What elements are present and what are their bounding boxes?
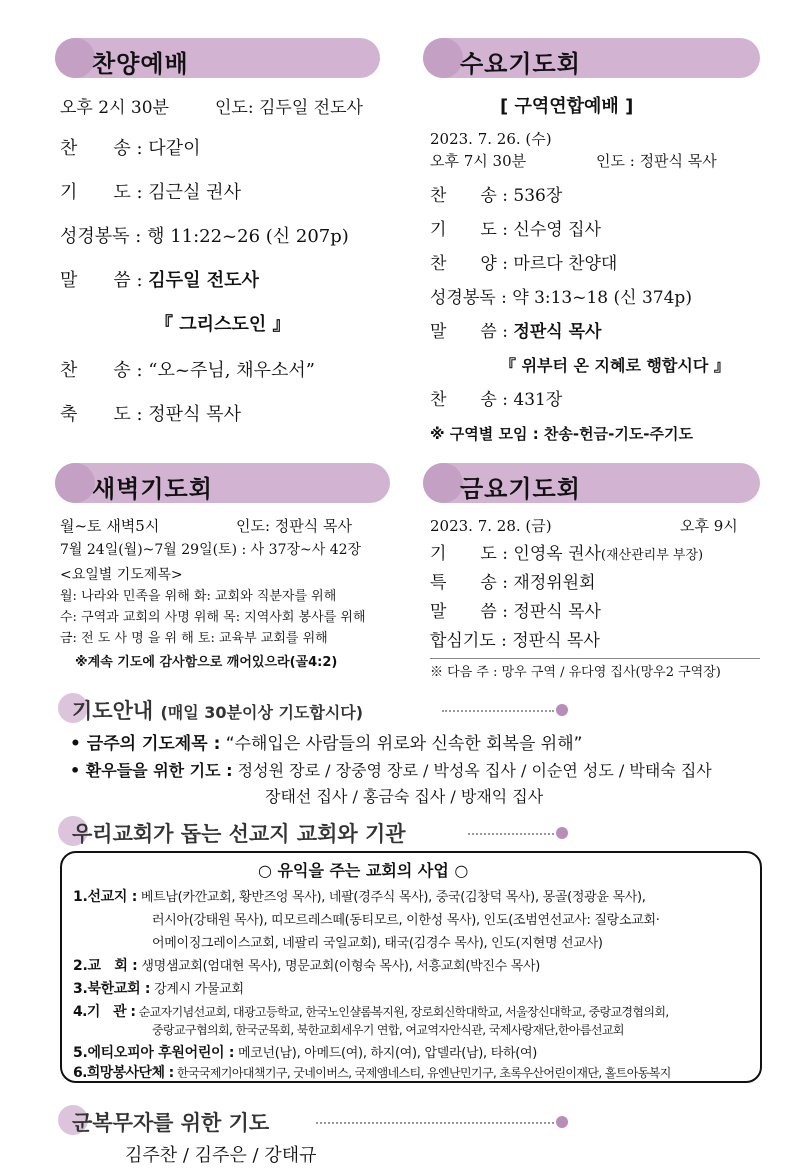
missions-item-6: 6.희망봉사단체 : 한국국제기아대책기구, 굿네이버스, 국제앰네스티, 유엔난민기구, 초록우산어린이재단, 홀트아동복지 xyxy=(73,1065,671,1081)
sunday-row-reading: 성경봉독 : 행 11:22~26 (신 207p) xyxy=(60,226,349,247)
missions-item-1-line2: 러시아(강태원 목사), 띠모르레스떼(동티모르, 이한성 목사), 인도(조범연선교사: 질랑소교회· xyxy=(152,913,660,928)
friday-title: 금요기도회 xyxy=(460,475,581,503)
dawn-verse: ※계속 기도에 감사함으로 깨어있으라(골4:2) xyxy=(75,655,338,670)
wednesday-row-choir: 찬 양 : 마르다 찬양대 xyxy=(430,254,618,274)
friday-row-sermon: 말 씀 : 정판식 목사 xyxy=(430,602,601,622)
wednesday-row-hymn2: 찬 송 : 431장 xyxy=(430,390,563,410)
prayer-topic: • 금주의 기도제목 : “수해입은 사람들의 위로와 신속한 회복을 위해” xyxy=(70,734,583,754)
dawn-line-2: 수: 구역과 교회의 사명 위해 목: 지역사회 봉사를 위해 xyxy=(60,610,366,625)
missions-item-2: 2.교 회 : 생명샘교회(엄대현 목사), 명문교회(이형숙 목사), 서흥교회(박진수 목사) xyxy=(73,958,541,974)
military-title: 군복무자를 위한 기도 xyxy=(72,1111,270,1135)
military-names: 김주찬 / 김주은 / 강태규 xyxy=(125,1145,317,1166)
military-dotted-line xyxy=(316,1122,554,1124)
wednesday-row-hymn: 찬 송 : 536장 xyxy=(430,186,563,206)
missions-item-4: 4.기 관 : 순교자기념선교회, 대광고등학교, 한국노인샬롬복지원, 장로회신학대학교, 서울장신대학교, 중랑교경협의회, xyxy=(73,1004,669,1020)
missions-item-4-line2: 중랑교구협의회, 한국군목회, 북한교회세우기 연합, 여교역자안식관, 국제사랑재단,한아름선교회 xyxy=(152,1023,624,1037)
wednesday-row-prayer: 기 도 : 신수영 집사 xyxy=(430,220,601,240)
dawn-line-1: 월: 나라와 민족을 위해 화: 교회와 직분자를 위해 xyxy=(60,589,337,604)
wednesday-note: ※ 구역별 모임 : 찬송-헌금-기도-주기도 xyxy=(430,425,694,443)
sunday-title: 찬양예배 xyxy=(92,50,189,78)
wednesday-sermon-title: 『 위부터 온 지혜로 행합시다 』 xyxy=(500,356,730,375)
dawn-header-dot xyxy=(55,463,95,503)
sunday-row-hymn2: 찬 송 : “오~주님, 채우소서” xyxy=(60,360,315,381)
missions-item-5: 5.에티오피아 후원어린이 : 메코넌(남), 아메드(여), 하지(여), 압델라(남), 타하(여) xyxy=(73,1045,538,1061)
missions-title: 우리교회가 돕는 선교지 교회와 기관 xyxy=(72,822,406,846)
sunday-sermon-title: 『 그리스도인 』 xyxy=(155,314,291,335)
dawn-subtitle: <요일별 기도제목> xyxy=(60,567,183,583)
sunday-header-dot xyxy=(55,38,95,78)
prayer-patients-line2: 장태선 집사 / 홍금숙 집사 / 방재익 집사 xyxy=(265,787,544,806)
friday-header-dot xyxy=(423,463,463,503)
sunday-row-sermon: 말 씀 : 김두일 전도사 xyxy=(60,270,259,291)
wednesday-row-sermon: 말 씀 : 정판식 목사 xyxy=(430,322,602,342)
prayer-guide-dotted-line xyxy=(442,710,554,712)
prayer-patients: • 환우들을 위한 기도 : 정성원 장로 / 장중영 장로 / 박성옥 집사 / 이순연 성도 / 박태숙 집사 xyxy=(70,761,712,780)
friday-row-unison: 합심기도 : 정판식 목사 xyxy=(430,631,600,651)
friday-divider xyxy=(430,658,760,659)
wednesday-date: 2023. 7. 26. (수) xyxy=(430,130,552,148)
wednesday-title: 수요기도회 xyxy=(460,50,581,78)
sunday-time: 오후 2시 30분 xyxy=(60,98,169,118)
friday-row-prayer: 기 도 : 인영옥 권사(재산관리부 부장) xyxy=(430,544,704,564)
missions-dotted-line xyxy=(468,833,554,835)
missions-end-dot xyxy=(556,827,568,839)
wednesday-row-reading: 성경봉독 : 약 3:13~18 (신 374p) xyxy=(430,288,692,308)
missions-item-1: 1.선교지 : 베트남(카깐교회, 황반즈엉 목사), 네팔(경주식 목사), 중국(김창덕 목사), 몽골(정광윤 목사), xyxy=(73,889,646,905)
missions-item-3: 3.북한교회 : 강계시 가물교회 xyxy=(73,981,244,997)
missions-item-1-line3: 어메이징그레이스교회, 네팔리 국일교회), 태국(김경수 목사), 인도(지현명 선교사) xyxy=(152,936,603,951)
friday-row-special: 특 송 : 재정위원회 xyxy=(430,573,596,593)
military-end-dot xyxy=(556,1116,568,1128)
dawn-leader: 인도: 정판식 목사 xyxy=(236,517,353,535)
sunday-row-hymn: 찬 송 : 다같이 xyxy=(60,138,201,159)
friday-date: 2023. 7. 28. (금) xyxy=(430,517,552,535)
friday-note: ※ 다음 주 : 망우 구역 / 유다영 집사(망우2 구역장) xyxy=(430,665,721,680)
friday-time: 오후 9시 xyxy=(680,517,738,535)
dawn-title: 새벽기도회 xyxy=(92,475,213,503)
wednesday-leader: 인도 : 정판식 목사 xyxy=(596,152,717,170)
dawn-time: 월~토 새벽5시 xyxy=(60,517,160,535)
sunday-leader: 인도: 김두일 전도사 xyxy=(215,98,363,118)
prayer-guide-end-dot xyxy=(556,704,568,716)
sunday-row-benediction: 축 도 : 정판식 목사 xyxy=(60,404,241,425)
wednesday-time: 오후 7시 30분 xyxy=(430,152,527,170)
wednesday-header-dot xyxy=(423,38,463,78)
wednesday-heading: [ 구역연합예배 ] xyxy=(500,96,634,117)
missions-box-title: ○ 유익을 주는 교회의 사업 ○ xyxy=(258,861,469,880)
sunday-row-prayer: 기 도 : 김근실 권사 xyxy=(60,182,241,203)
dawn-line-3: 금: 전 도 사 명 을 위 해 토: 교육부 교회를 위해 xyxy=(60,631,328,646)
dawn-range: 7월 24일(월)~7월 29일(토) : 사 37장~사 42장 xyxy=(60,542,362,558)
prayer-guide-title: 기도안내 (매일 30분이상 기도합시다) xyxy=(72,699,364,723)
